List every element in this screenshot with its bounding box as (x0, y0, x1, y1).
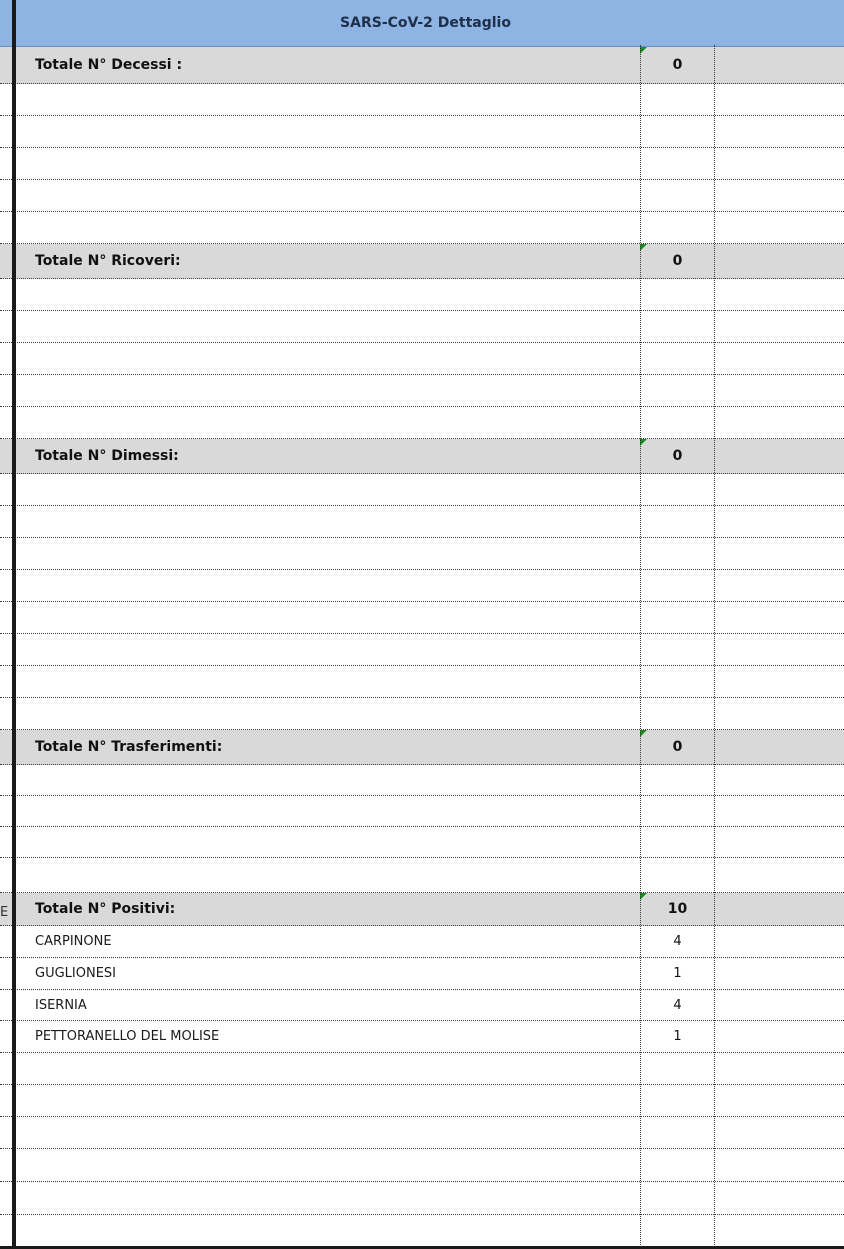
truncated-cell-text: E (0, 905, 9, 920)
empty-row[interactable] (0, 634, 844, 666)
list-item[interactable] (0, 958, 844, 990)
section-label-decessi: Totale N° Decessi : (35, 57, 183, 73)
municipality-name: GUGLIONESI (35, 966, 116, 981)
section-label-dimessi: Totale N° Dimessi: (35, 448, 179, 464)
section-value-dimessi: 0 (672, 448, 683, 464)
empty-row[interactable] (0, 407, 844, 439)
empty-row[interactable] (0, 180, 844, 212)
empty-row[interactable] (0, 375, 844, 407)
section-label-positivi: Totale N° Positivi: (35, 901, 176, 917)
empty-row[interactable] (0, 602, 844, 634)
empty-row[interactable] (0, 1053, 844, 1085)
section-value-trasferimenti: 0 (672, 739, 683, 755)
empty-row[interactable] (0, 1215, 844, 1246)
empty-row[interactable] (0, 858, 844, 893)
empty-row[interactable] (0, 765, 844, 796)
empty-row[interactable] (0, 279, 844, 311)
empty-row[interactable] (0, 1117, 844, 1149)
section-label-trasferimenti: Totale N° Trasferimenti: (35, 739, 223, 755)
section-value-positivi: 10 (667, 901, 688, 917)
list-item[interactable] (0, 990, 844, 1021)
list-item[interactable] (0, 926, 844, 958)
left-border (12, 0, 16, 1249)
empty-row[interactable] (0, 827, 844, 858)
municipality-count: 4 (673, 997, 682, 1013)
empty-row[interactable] (0, 796, 844, 827)
empty-row[interactable] (0, 538, 844, 570)
column-gridline (640, 45, 641, 1249)
section-value-ricoveri: 0 (672, 253, 683, 269)
empty-row[interactable] (0, 1149, 844, 1182)
empty-row[interactable] (0, 1182, 844, 1215)
municipality-count: 1 (673, 1029, 682, 1044)
sheet-title: SARS-CoV-2 Dettaglio (340, 15, 511, 31)
section-value-decessi: 0 (672, 57, 683, 73)
list-item[interactable] (0, 1021, 844, 1053)
empty-row[interactable] (0, 343, 844, 375)
column-gridline (714, 45, 715, 1249)
section-row-positivi[interactable] (0, 893, 844, 926)
section-row-trasferimenti[interactable] (0, 730, 844, 765)
municipality-name: ISERNIA (35, 997, 87, 1013)
empty-row[interactable] (0, 116, 844, 148)
municipality-name: CARPINONE (35, 934, 112, 949)
municipality-count: 4 (673, 934, 682, 949)
empty-row[interactable] (0, 148, 844, 180)
empty-row[interactable] (0, 698, 844, 730)
header-row[interactable] (0, 0, 844, 47)
section-row-ricoveri[interactable] (0, 244, 844, 279)
empty-row[interactable] (0, 474, 844, 506)
empty-row[interactable] (0, 666, 844, 698)
municipality-name: PETTORANELLO DEL MOLISE (35, 1029, 220, 1044)
empty-row[interactable] (0, 212, 844, 244)
empty-row[interactable] (0, 1085, 844, 1117)
section-row-dimessi[interactable] (0, 439, 844, 474)
empty-row[interactable] (0, 311, 844, 343)
empty-row[interactable] (0, 570, 844, 602)
municipality-count: 1 (673, 966, 682, 981)
empty-row[interactable] (0, 506, 844, 538)
section-label-ricoveri: Totale N° Ricoveri: (35, 253, 181, 269)
section-row-decessi[interactable] (0, 47, 844, 84)
empty-row[interactable] (0, 84, 844, 116)
